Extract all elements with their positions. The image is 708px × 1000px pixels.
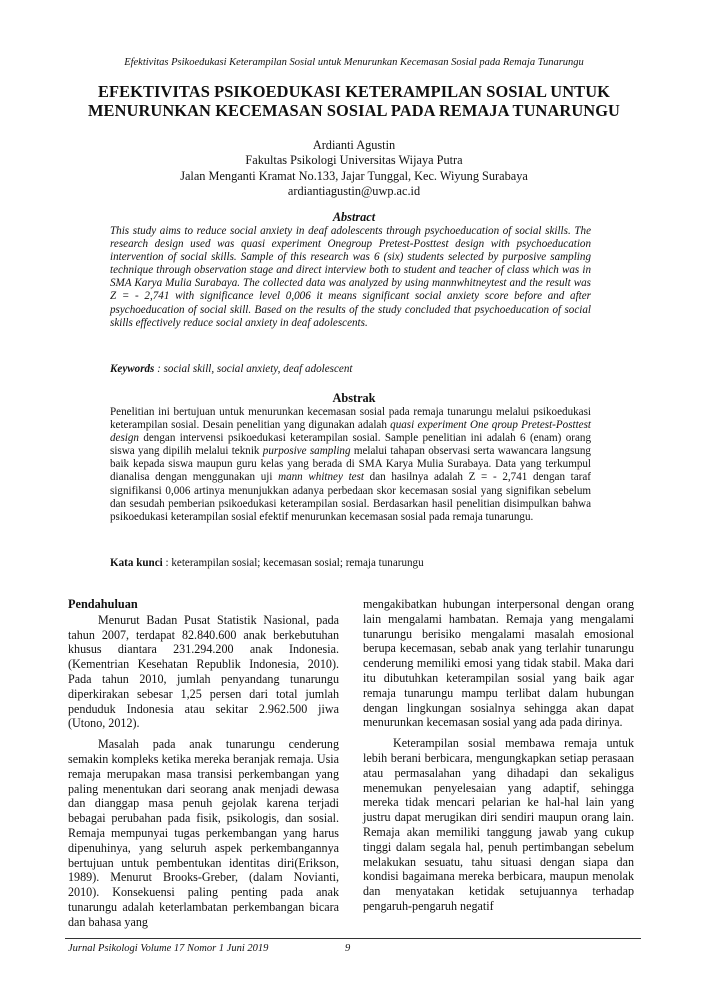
intro-paragraph-2-continued: mengakibatkan hubungan interpersonal dengan orang lain mengalami hambatan. Remaja yang mengalami tunarungu berisiko mengalami masalah emosional berupa kecemasan, sebab anak yang terlahir tunarungu cenderung memiliki emosi yang tidak stabil. Maka dari itu dibutuhkan keterampilan sosial yang baik agar remaja tunarungu mampu terlibat dalam hubungan dengan lingkungan sosialnya sehingga akan dapat menurunkan kecemasan sosial yang ada pada dirinya. bbox=[363, 597, 634, 730]
abstract-heading-id: Abstrak bbox=[332, 391, 376, 405]
author-address: Jalan Menganti Kramat No.133, Jajar Tunggal, Kec. Wiyung Surabaya bbox=[180, 168, 528, 183]
intro-paragraph-3: Keterampilan sosial membawa remaja untuk lebih berani berbicara, mengungkapkan setiap perasaan atau permasalahan yang dihadapi dan sekaligus menemukan penyelesaian yang adaptif, sehingga mereka tidak mencari pelarian ke hal-hal lain yang justru dapat merugikan diri sendiri maupun orang lain. Remaja akan memiliki tanggung jawab yang cukup tinggi dalam segala hal, penuh pertimbangan sebelum melakukan sesuatu, tahu situasi dengan siapa dan kondisi bagaimana mereka berbicara, maupun menolak dan menyatakan ketidak setujuannya terhadap pengaruh-pengaruh negatif bbox=[363, 736, 634, 913]
footer-rule bbox=[65, 938, 641, 939]
paper-title bbox=[60, 82, 648, 120]
keywords-label-en: Keywords bbox=[110, 363, 155, 375]
abstract-id-test-term: mann whitney test bbox=[278, 471, 364, 484]
keywords-label-id: Kata kunci bbox=[110, 557, 163, 569]
paper-title-line-1: EFEKTIVITAS PSIKOEDUKASI KETERAMPILAN SOSIAL UNTUK bbox=[97, 82, 610, 101]
keywords-text-en: : social skill, social anxiety, deaf adolescent bbox=[154, 363, 353, 375]
paper-title-line-2: MENURUNKAN KECEMASAN SOSIAL PADA REMAJA TUNARUNGU bbox=[87, 101, 620, 120]
keywords-en bbox=[110, 363, 591, 376]
abstract-id-text-1: Penelitian ini bertujuan untuk menurunkan kecemasan sosial pada remaja tunarungu melalui psikoedukasi keterampilan sosial. Desain penelitian yang digunakan adalah bbox=[110, 406, 591, 432]
abstract-id-design-term: quasi experiment One qroup Pretest-Posttest design bbox=[110, 419, 591, 445]
footer-journal: Jurnal Psikologi Volume 17 Nomor 1 Juni 2019 bbox=[68, 943, 269, 954]
author-email: ardiantiagustin@uwp.ac.id bbox=[287, 184, 421, 199]
running-head: Efektivitas Psikoedukasi Keterampilan Sosial untuk Menurunkan Kecemasan Sosial pada Remaja Tunarungu bbox=[124, 57, 584, 68]
abstract-body-id bbox=[110, 406, 591, 524]
abstract-id-text-2: dengan intervensi psikoedukasi keterampilan sosial. Sample penelitian ini adalah 6 (enam) orang siswa yang dipilih melalui teknik bbox=[110, 432, 591, 458]
keywords-text-id: : keterampilan sosial; kecemasan sosial; remaja tunarungu bbox=[162, 557, 424, 569]
body-column-left bbox=[68, 597, 339, 930]
author-affiliation: Fakultas Psikologi Universitas Wijaya Putra bbox=[245, 153, 463, 168]
page-number: 9 bbox=[345, 943, 351, 954]
author-name: Ardianti Agustin bbox=[312, 138, 396, 152]
intro-paragraph-1: Menurut Badan Pusat Statistik Nasional, pada tahun 2007, terdapat 82.840.600 anak berkebutuhan khusus diantara 231.294.200 anak Indonesia. (Kementrian Kesehatan Republik Indonesia, 2010). Pada tahun 2010, jumlah penyandang tunarungu diperkirakan sebesar 1,25 persen dari total jumlah penduduk Indonesia atau sekitar 2.962.500 jiwa (Utono, 2012). bbox=[68, 612, 339, 731]
abstract-id-text-3: melalui tahapan observasi serta wawancara langsung baik kepada siswa maupun guru kelas yang berada di SMA Karya Mulia Surabaya. Data yang terkumpul dianalisa dengan menggunakan uji bbox=[110, 445, 591, 484]
abstract-id-sampling-term: purposive sampling bbox=[262, 445, 351, 458]
abstract-id-text-4: dan hasilnya adalah Z = - 2,741 dengan taraf signifikansi 0,006 artinya menunjukkan adanya perbedaan skor kecemasan sosial yang signifikan sebelum dan sesudah pemberian psikoedukasi keterampilan sosial. Berdasarkan hasil penelitian disimpulkan bahwa psikoedukasi keterampilan sosial efektif menurunkan kecemasan sosial pada remaja tunarungu. bbox=[110, 471, 591, 523]
abstract-body-en: This study aims to reduce social anxiety in deaf adolescents through psychoeducation of social skills. The research design used was quasi experiment Onegroup Pretest-Posttest design with psychoeducation intervention of social skills. Sample of this research was 6 (six) students selected by purposive sampling technique through observation stage and direct interview both to student and teacher of class which was in SMA Karya Mulia Surabaya. The collected data was analyzed by using mannwhitneytest and the result was Z = - 2,741 with significance level 0,006 it means significant social anxiety score before and after psychoeducation of social skill. Based on the results of the study concluded that psychoeducation of social skills effectively reduce social anxiety in deaf adolescents. bbox=[110, 225, 591, 329]
abstract-heading-en: Abstract bbox=[332, 210, 376, 224]
author-block bbox=[80, 138, 628, 200]
section-heading-pendahuluan: Pendahuluan bbox=[68, 597, 138, 611]
body-column-right bbox=[363, 597, 634, 914]
keywords-id bbox=[110, 557, 591, 570]
intro-paragraph-2: Masalah pada anak tunarungu cenderung semakin kompleks ketika mereka beranjak remaja. Usia remaja merupakan masa transisi perkembangan yang paling menentukan dari seorang anak menjadi dewasa dan dianggap masa penuh gejolak karena terjadi bebagai perubahan pada fisik, psikologis, dan sosial. Remaja mempunyai tugas perkembangan yang harus dipenuhinya, yang seluruh aspek perkembangannya bertujuan untuk pembentukan identitas diri(Erikson, 1989). Menurut Brooks-Greber, (dalam Novianti, 2010). Konsekuensi paling penting pada anak tunarungu adalah keterlambatan perkembangan bicara dan bahasa yang bbox=[68, 737, 339, 929]
